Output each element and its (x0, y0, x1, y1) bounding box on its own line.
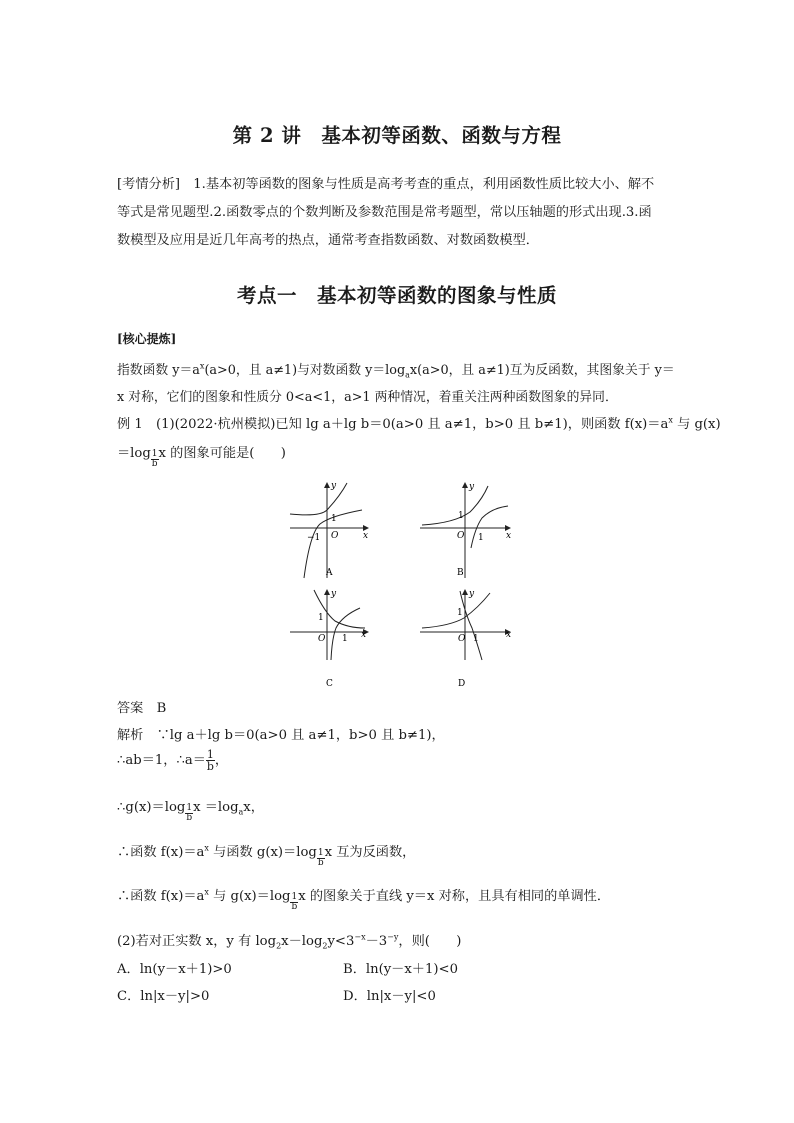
svg-text:O: O (331, 531, 339, 541)
svg-text:x: x (506, 630, 512, 640)
svg-text:1: 1 (473, 634, 479, 644)
svg-text:1: 1 (457, 608, 463, 618)
answer-value: B (156, 701, 167, 716)
log-base-fraction: $\frac{1}{b}$ (151, 449, 158, 469)
graph-a (290, 481, 368, 578)
svg-text:1: 1 (478, 533, 484, 543)
option-b: B．ln(y－x＋1)<0 (343, 962, 458, 977)
graph-c-label: C (326, 679, 333, 689)
core-label: [核心提炼] (117, 332, 177, 346)
svg-text:1: 1 (318, 613, 324, 623)
svg-text:O: O (318, 634, 326, 644)
analysis-label: [考情分析] (117, 177, 181, 192)
svg-text:y: y (331, 481, 337, 491)
graph-b (420, 482, 511, 578)
svg-text:−1: −1 (307, 533, 321, 543)
graph-d-label: D (458, 679, 466, 689)
graph-b-label: B (457, 568, 464, 578)
solution-line-4: ∴函数 $f(x)=a^x$ 与函数 g(x)＝log $\frac{1}{b}x$ 互为反函数， (117, 843, 416, 868)
question-2: (2)若对正实数 x，y 有 $\log_2x-\log_2y<3^{-x}-3^{-y}$，则( ) (117, 932, 462, 951)
core-line-1: 指数函数 $y=a^x(a>0$，且 a≠1)与对数函数 $y=\log_ax(a>0$，且 a≠1)互为反函数，其图象关于 y＝ (117, 361, 675, 380)
option-c: C．ln|x－y|>0 (117, 989, 210, 1004)
option-graphs (280, 478, 520, 690)
section-title: 考点一 基本初等函数的图象与性质 (236, 284, 557, 307)
solution-line-1: 解析 ∵lg a＋lg b＝0(a>0 且 a≠1，b>0 且 b≠1)， (117, 728, 445, 743)
graph-a-label: A (326, 568, 333, 578)
svg-text:O: O (458, 634, 466, 644)
solution-label: 解析 (117, 728, 144, 743)
analysis-line-2: 等式是常见题型.2.函数零点的个数判断及参数范围是常考题型，常以压轴题的形式出现.3.函 (117, 205, 652, 220)
example-line-1: 例 1 (1)(2022·杭州模拟)已知 lg a＋lg b＝0(a>0 且 a≠1，b>0 且 b≠1)，则函数 $f(x)=a^x$ 与 g(x) (117, 415, 721, 432)
solution-line-5: ∴函数 $f(x)=a^x$ 与 g(x)＝log $\frac{1}{b}x$ 的图象关于直线 y＝x 对称，且具有相同的单调性． (117, 887, 611, 912)
svg-text:1: 1 (342, 634, 348, 644)
svg-text:x: x (363, 531, 369, 541)
graph-d (420, 589, 511, 689)
svg-text:1: 1 (331, 514, 337, 524)
option-d: D．ln|x－y|<0 (343, 989, 436, 1004)
svg-text:y: y (469, 482, 475, 492)
core-line-2: x 对称，它们的图象和性质分 0<a<1，a>1 两种情况，着重关注两种函数图象的异同． (117, 390, 618, 405)
svg-text:O: O (457, 531, 465, 541)
svg-text:y: y (331, 589, 337, 599)
solution-line-2: ∴ab＝1，∴a＝ $\frac{1}{b}$ ， (117, 748, 229, 773)
answer-label: 答案 (117, 701, 144, 716)
solution-line-3: ∴g(x)＝log $\frac{1}{b}x =\log_ax$， (117, 800, 264, 823)
svg-text:x: x (361, 630, 367, 640)
option-a: A．ln(y－x＋1)>0 (117, 962, 232, 977)
svg-text:1: 1 (458, 511, 464, 521)
analysis-line-1: [考情分析] 1.基本初等函数的图象与性质是高考考查的重点，利用函数性质比较大小、解不 (117, 177, 655, 192)
example-line-2: ＝log $\frac{1}{b}x$ 的图象可能是( ) (117, 446, 286, 469)
svg-text:x: x (506, 531, 512, 541)
graph-c (290, 589, 368, 689)
analysis-line-3: 数模型及应用是近几年高考的热点，通常考查指数函数、对数函数模型． (117, 233, 539, 248)
lecture-title: 第 2 讲 基本初等函数、函数与方程 (232, 124, 562, 147)
svg-text:y: y (469, 589, 475, 599)
answer-line (117, 697, 166, 716)
